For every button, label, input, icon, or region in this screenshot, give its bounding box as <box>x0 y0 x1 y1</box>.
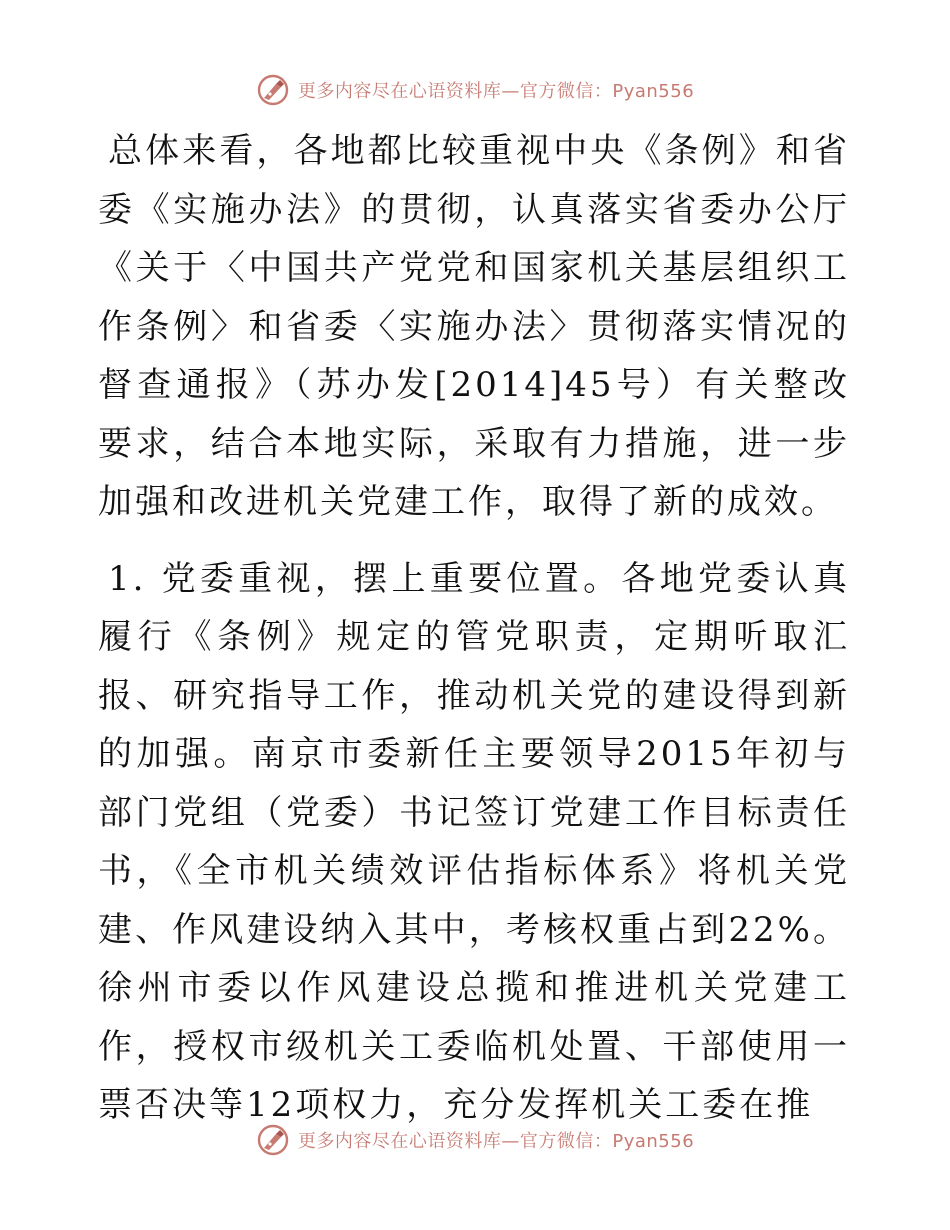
paragraph-summary: 总体来看，各地都比较重视中央《条例》和省委《实施办法》的贯彻，认真落实省委办公厅《关于〈中国共产党党和国家机关基层组织工作条例〉和省委〈实施办法〉贯彻落实情况的督查通报》（苏办发[2014]45号）有关整改要求，结合本地实际，采取有力措施，进一步加强和改进机关党建工作，取得了新的成效。 <box>98 131 850 522</box>
footer-watermark <box>0 1120 950 1160</box>
document-body <box>98 122 850 1135</box>
paragraph-item-1: 1. 党委重视，摆上重要位置。各地党委认真履行《条例》规定的管党职责，定期听取汇报、研究指导工作，推动机关党的建设得到新的加强。南京市委新任主要领导2015年初与部门党组（党委）书记签订党建工作目标责任书，《全市机关绩效评估指标体系》将机关党建、作风建设纳入其中，考核权重占到22%。徐州市委以作风建设总揽和推进机关党建工作，授权市级机关工委临机处置、干部使用一票否决等12项权力，充分发挥机关工委在推 <box>98 558 850 1125</box>
footer-watermark-text: 更多内容尽在心语资料库—官方微信：Pyan556 <box>297 1131 695 1152</box>
header-watermark-text: 更多内容尽在心语资料库—官方微信：Pyan556 <box>297 81 695 102</box>
header-watermark <box>0 70 950 110</box>
pen-nib-logo-icon <box>256 1123 290 1157</box>
pen-nib-logo-icon <box>256 73 290 107</box>
